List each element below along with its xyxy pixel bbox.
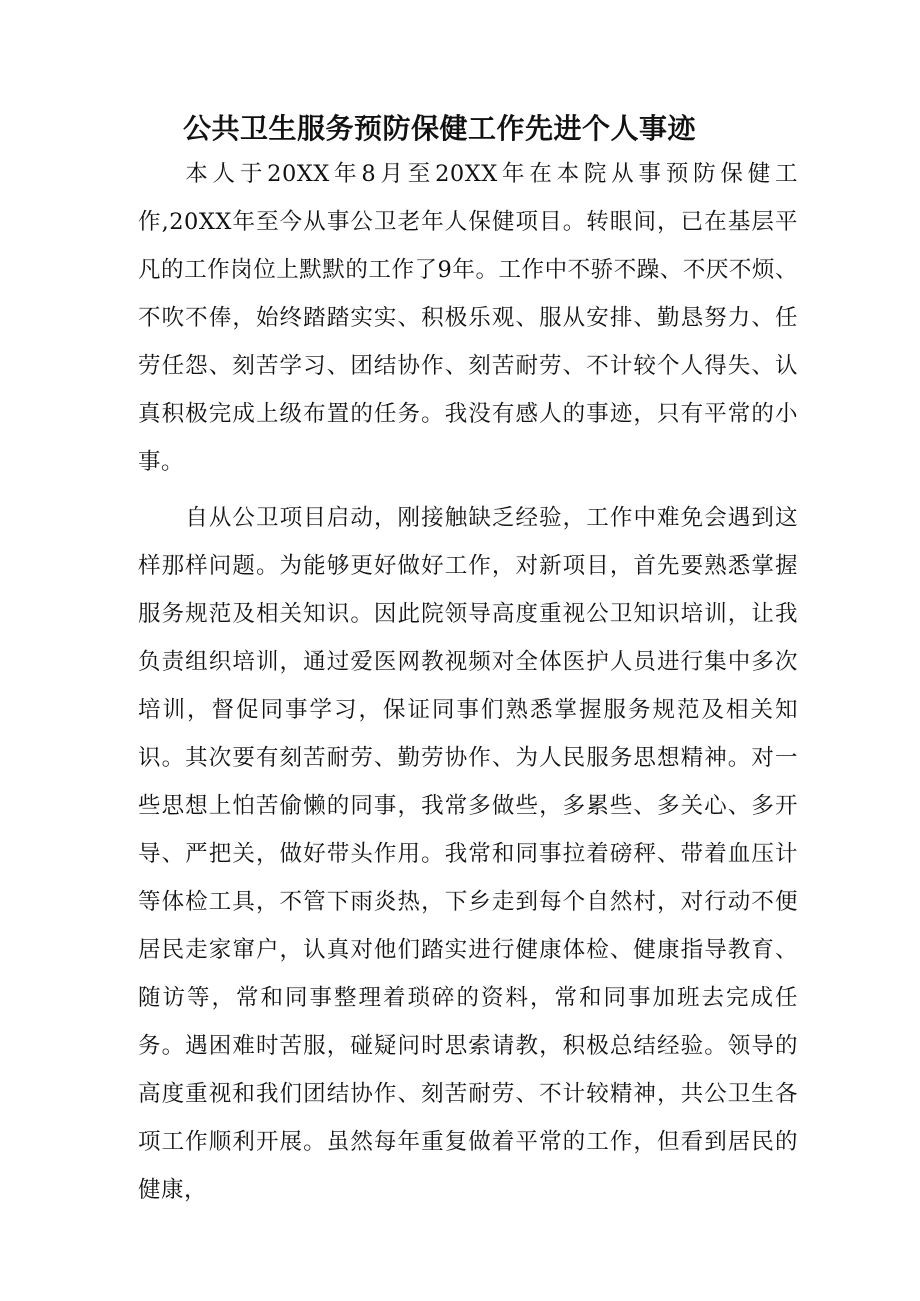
document-body [138, 150, 798, 1214]
paragraph-2: 自从公卫项目启动，刚接触缺乏经验，工作中难免会遇到这样那样问题。为能够更好做好工作，对新项目，首先要熟悉掌握服务规范及相关知识。因此院领导高度重视公卫知识培训，让我负责组织培训，通过爱医网教视频对全体医护人员进行集中多次培训，督促同事学习，保证同事们熟悉掌握服务规范及相关知识。其次要有刻苦耐劳、勤劳协作、为人民服务思想精神。对一些思想上怕苦偷懒的同事，我常多做些，多累些、多关心、多开导、严把关，做好带头作用。我常和同事拉着磅秤、带着血压计等体检工具，不管下雨炎热，下乡走到每个自然村，对行动不便居民走家窜户，认真对他们踏实进行健康体检、健康指导教育、随访等，常和同事整理着琐碎的资料，常和同事加班去完成任务。遇困难时苦服，碰疑问时思索请教，积极总结经验。领导的高度重视和我们团结协作、刻苦耐劳、不计较精神，共公卫生各项工作顺利开展。虽然每年重复做着平常的工作，但看到居民的健康， [138, 505, 798, 1203]
paragraph-1: 本人于20XX年8月至20XX年在本院从事预防保健工作,20XX年至今从事公卫老年人保健项目。转眼间，已在基层平凡的工作岗位上默默的工作了9年。工作中不骄不躁、不厌不烦、不吹不俸，始终踏踏实实、积极乐观、服从安排、勤恳努力、任劳任怨、刻苦学习、团结协作、刻苦耐劳、不计较个人得失、认真积极完成上级布置的任务。我没有感人的事迹，只有平常的小事。 [138, 161, 798, 475]
document-title: 公共卫生服务预防保健工作先进个人事迹 [183, 112, 697, 145]
